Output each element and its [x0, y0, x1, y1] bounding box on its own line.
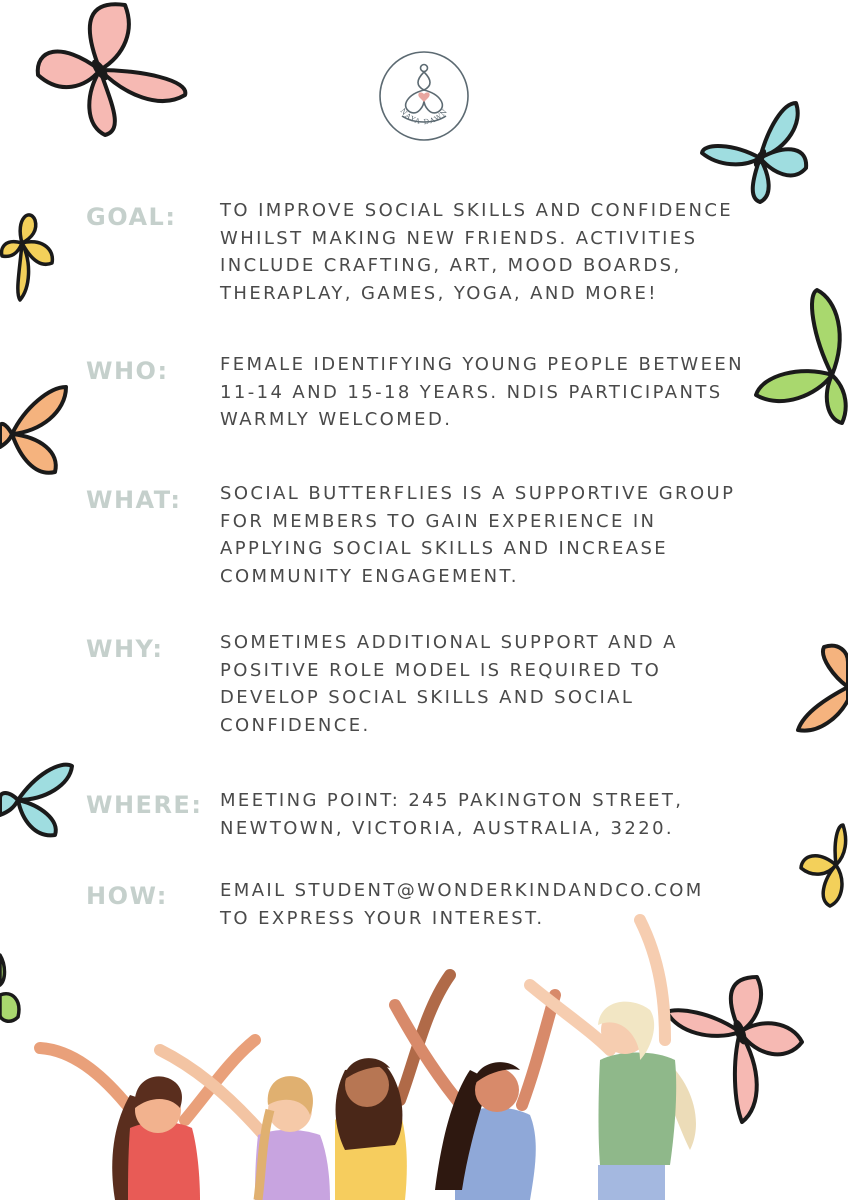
section-label-what: WHAT:: [86, 486, 182, 514]
blue-butterfly-left-icon: [0, 760, 76, 840]
blue-butterfly-top-icon: [698, 98, 813, 208]
section-text-how: EMAIL STUDENT@WONDERKINDANDCO.COM TO EXPRESS YOUR INTEREST.: [220, 880, 704, 929]
orange-butterfly-right-icon: [794, 642, 848, 737]
section-label-where: WHERE:: [86, 791, 203, 819]
logo-text: NAYA DAWN: [398, 107, 450, 127]
celebrating-girls-illustration: [0, 900, 848, 1200]
section-text-why: SOMETIMES ADDITIONAL SUPPORT AND A POSITIVE ROLE MODEL IS REQUIRED TO DEVELOP SOCIAL SKILLS AND SOCIAL CONFIDENCE.: [220, 632, 678, 736]
section-label-goal: GOAL:: [86, 203, 177, 231]
naya-dawn-logo: [378, 50, 470, 142]
section-label-how: HOW:: [86, 882, 168, 910]
green-butterfly-icon: [752, 285, 848, 425]
section-label-who: WHO:: [86, 357, 169, 385]
section-text-goal: TO IMPROVE SOCIAL SKILLS AND CONFIDENCE WHILST MAKING NEW FRIENDS. ACTIVITIES INCLUDE CRAFTING, ART, MOOD BOARDS, THERAPLAY, GAMES, YOGA, AND MORE!: [220, 200, 734, 304]
section-text-what: SOCIAL BUTTERFLIES IS A SUPPORTIVE GROUP FOR MEMBERS TO GAIN EXPERIENCE IN APPLYING SOCIAL SKILLS AND INCREASE COMMUNITY ENGAGEMENT.: [220, 483, 736, 587]
girl-red-shirt: [40, 1040, 255, 1200]
orange-butterfly-left-icon: [0, 382, 70, 482]
section-text-where: MEETING POINT: 245 PAKINGTON STREET, NEWTOWN, VICTORIA, AUSTRALIA, 3220.: [220, 790, 684, 839]
section-label-why: WHY:: [86, 635, 164, 663]
yellow-butterfly-left-icon: [0, 208, 58, 303]
pink-butterfly-icon: [30, 0, 190, 140]
section-text-who: FEMALE IDENTIFYING YOUNG PEOPLE BETWEEN 11-14 AND 15-18 YEARS. NDIS PARTICIPANTS WARMLY WELCOMED.: [220, 354, 744, 430]
yellow-butterfly-right-icon: [798, 820, 848, 910]
girl-green-shirt: [530, 920, 696, 1200]
